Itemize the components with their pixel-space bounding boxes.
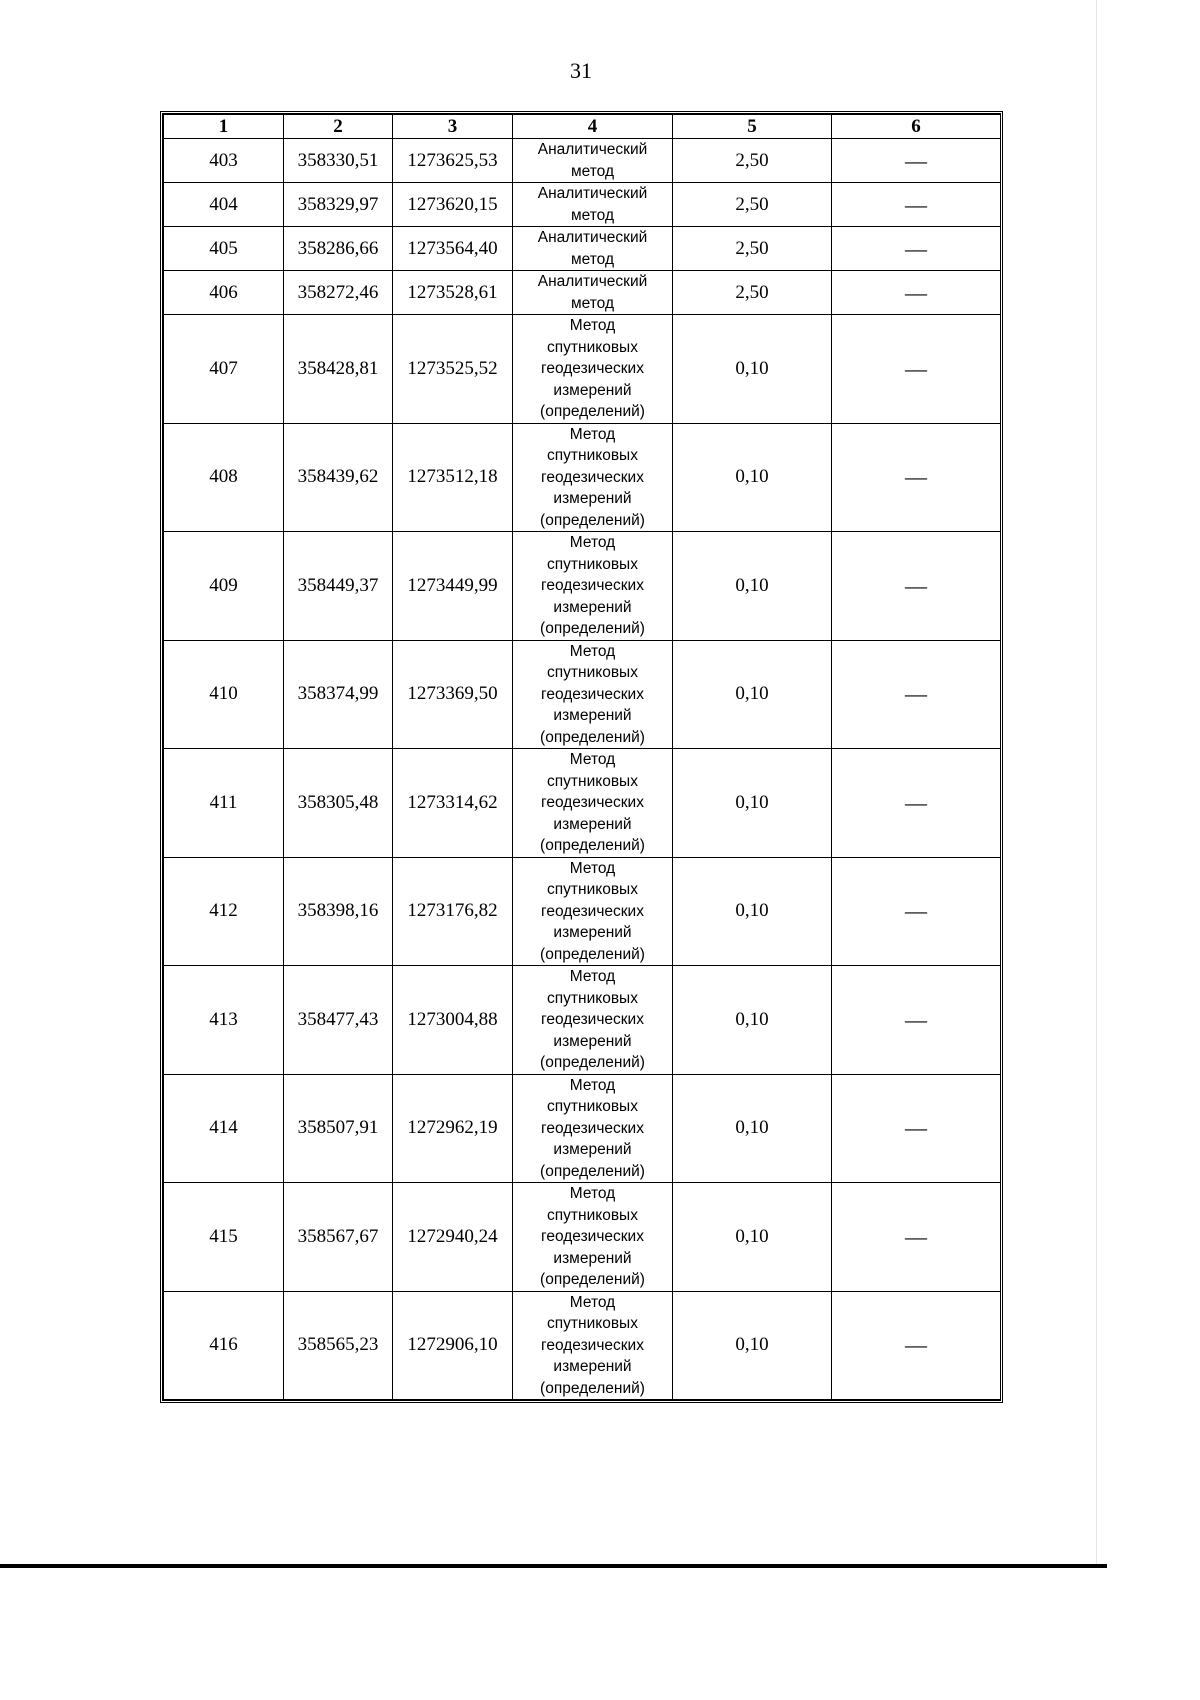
table-body — [164, 139, 1001, 1400]
note-cell: — — [832, 749, 1001, 858]
column-header: 2 — [284, 115, 393, 139]
note-cell: — — [832, 227, 1001, 271]
method-line: (определений) — [540, 945, 645, 963]
note-cell: — — [832, 857, 1001, 966]
table-row — [164, 857, 1001, 966]
method-line: (определений) — [540, 403, 645, 420]
method-line: измерений — [553, 381, 632, 399]
note-cell: — — [832, 640, 1001, 749]
table-row — [164, 227, 1001, 271]
y-coordinate-cell: 1272940,24 — [393, 1183, 513, 1292]
method-line: Метод — [569, 425, 616, 443]
method-line: спутниковых — [547, 772, 638, 790]
method-line: метод — [570, 294, 614, 312]
x-coordinate-cell: 358305,48 — [284, 749, 393, 858]
accuracy-cell: 0,10 — [673, 1183, 832, 1292]
y-coordinate-cell: 1273314,62 — [393, 749, 513, 858]
method-cell — [513, 423, 673, 532]
method-line: измерений — [553, 815, 632, 833]
method-line: измерений — [553, 1032, 632, 1050]
method-line: геодезических — [541, 1011, 644, 1028]
method-cell — [513, 966, 673, 1075]
point-number-cell: 407 — [164, 315, 284, 424]
accuracy-cell: 0,10 — [673, 532, 832, 641]
point-number-cell: 406 — [164, 271, 284, 315]
method-line: геодезических — [541, 1336, 644, 1354]
method-cell — [513, 640, 673, 749]
method-line: геодезических — [541, 577, 644, 594]
table-row — [164, 1074, 1001, 1183]
method-cell — [513, 183, 673, 227]
point-number-cell: 413 — [164, 966, 284, 1075]
y-coordinate-cell: 1272962,19 — [393, 1074, 513, 1183]
accuracy-cell: 2,50 — [673, 183, 832, 227]
method-line: геодезических — [541, 794, 644, 811]
accuracy-cell: 0,10 — [673, 315, 832, 424]
method-line: геодезических — [541, 468, 644, 486]
point-number-cell: 403 — [164, 139, 284, 183]
method-cell — [513, 139, 673, 183]
method-line: спутниковых — [547, 338, 638, 356]
table-row — [164, 423, 1001, 532]
method-line: Метод — [569, 751, 616, 768]
method-line: Аналитический — [537, 229, 648, 246]
method-line: Метод — [569, 642, 616, 660]
method-line: измерений — [553, 707, 632, 724]
note-cell: — — [832, 966, 1001, 1075]
point-number-cell: 414 — [164, 1074, 284, 1183]
method-line: Метод — [569, 1076, 616, 1094]
note-cell: — — [832, 1183, 1001, 1292]
y-coordinate-cell: 1272906,10 — [393, 1291, 513, 1400]
method-cell — [513, 749, 673, 858]
method-line: Метод — [569, 1185, 616, 1202]
method-line: спутниковых — [547, 989, 638, 1007]
table-row — [164, 1183, 1001, 1292]
method-line: Метод — [569, 317, 616, 334]
accuracy-cell: 2,50 — [673, 139, 832, 183]
y-coordinate-cell: 1273625,53 — [393, 139, 513, 183]
table-row — [164, 966, 1001, 1075]
point-number-cell: 415 — [164, 1183, 284, 1292]
x-coordinate-cell: 358286,66 — [284, 227, 393, 271]
note-cell: — — [832, 423, 1001, 532]
column-header: 3 — [393, 115, 513, 139]
x-coordinate-cell: 358449,37 — [284, 532, 393, 641]
y-coordinate-cell: 1273176,82 — [393, 857, 513, 966]
method-line: (определений) — [540, 1162, 645, 1180]
method-cell — [513, 1183, 673, 1292]
method-line: спутниковых — [547, 1315, 638, 1332]
table-header-row — [164, 115, 1001, 139]
method-line: Метод — [569, 534, 616, 551]
method-line: спутниковых — [547, 555, 638, 573]
y-coordinate-cell: 1273528,61 — [393, 271, 513, 315]
method-line: спутниковых — [547, 881, 638, 898]
y-coordinate-cell: 1273564,40 — [393, 227, 513, 271]
note-cell: — — [832, 532, 1001, 641]
table-row — [164, 749, 1001, 858]
table-row — [164, 1291, 1001, 1400]
method-line: (определений) — [540, 511, 645, 529]
point-number-cell: 404 — [164, 183, 284, 227]
method-cell — [513, 857, 673, 966]
y-coordinate-cell: 1273620,15 — [393, 183, 513, 227]
x-coordinate-cell: 358329,97 — [284, 183, 393, 227]
method-line: (определений) — [540, 1379, 645, 1397]
accuracy-cell: 0,10 — [673, 857, 832, 966]
method-line: Метод — [569, 859, 616, 877]
x-coordinate-cell: 358565,23 — [284, 1291, 393, 1400]
scan-edge-right — [1096, 0, 1107, 1568]
method-line: геодезических — [541, 1119, 644, 1137]
accuracy-cell: 0,10 — [673, 966, 832, 1075]
column-header: 5 — [673, 115, 832, 139]
method-line: Аналитический — [537, 185, 648, 202]
note-cell: — — [832, 183, 1001, 227]
x-coordinate-cell: 358567,67 — [284, 1183, 393, 1292]
method-line: (определений) — [540, 620, 645, 637]
method-line: метод — [570, 250, 614, 268]
method-line: Аналитический — [537, 141, 648, 158]
method-line: метод — [570, 162, 614, 180]
table-row — [164, 640, 1001, 749]
note-cell: — — [832, 1291, 1001, 1400]
note-cell: — — [832, 139, 1001, 183]
coordinates-table — [160, 111, 1003, 1403]
x-coordinate-cell: 358374,99 — [284, 640, 393, 749]
method-cell — [513, 227, 673, 271]
y-coordinate-cell: 1273525,52 — [393, 315, 513, 424]
accuracy-cell: 0,10 — [673, 640, 832, 749]
x-coordinate-cell: 358330,51 — [284, 139, 393, 183]
x-coordinate-cell: 358428,81 — [284, 315, 393, 424]
method-cell — [513, 1291, 673, 1400]
point-number-cell: 412 — [164, 857, 284, 966]
point-number-cell: 405 — [164, 227, 284, 271]
x-coordinate-cell: 358272,46 — [284, 271, 393, 315]
accuracy-cell: 0,10 — [673, 1074, 832, 1183]
note-cell: — — [832, 271, 1001, 315]
y-coordinate-cell: 1273369,50 — [393, 640, 513, 749]
method-line: измерений — [553, 490, 632, 507]
method-line: геодезических — [541, 902, 644, 920]
method-line: спутниковых — [547, 1098, 638, 1115]
method-line: (определений) — [540, 1271, 645, 1288]
point-number-cell: 416 — [164, 1291, 284, 1400]
table-row — [164, 532, 1001, 641]
method-line: (определений) — [540, 1054, 645, 1071]
x-coordinate-cell: 358398,16 — [284, 857, 393, 966]
method-line: измерений — [553, 1358, 632, 1375]
x-coordinate-cell: 358477,43 — [284, 966, 393, 1075]
method-line: измерений — [553, 1249, 632, 1267]
table-row — [164, 183, 1001, 227]
x-coordinate-cell: 358507,91 — [284, 1074, 393, 1183]
accuracy-cell: 0,10 — [673, 1291, 832, 1400]
method-line: геодезических — [541, 1228, 644, 1245]
point-number-cell: 411 — [164, 749, 284, 858]
method-line: измерений — [553, 598, 632, 616]
method-line: геодезических — [541, 685, 644, 703]
point-number-cell: 409 — [164, 532, 284, 641]
column-header: 4 — [513, 115, 673, 139]
method-line: Метод — [569, 968, 616, 985]
method-line: Метод — [569, 1293, 616, 1311]
method-cell — [513, 532, 673, 641]
page-number: 31 — [570, 58, 592, 83]
y-coordinate-cell: 1273449,99 — [393, 532, 513, 641]
method-line: Аналитический — [537, 273, 648, 290]
accuracy-cell: 0,10 — [673, 423, 832, 532]
method-line: измерений — [553, 1141, 632, 1158]
method-line: геодезических — [541, 360, 644, 377]
scan-edge-bottom — [0, 1564, 1107, 1568]
y-coordinate-cell: 1273004,88 — [393, 966, 513, 1075]
accuracy-cell: 0,10 — [673, 749, 832, 858]
method-cell — [513, 1074, 673, 1183]
accuracy-cell: 2,50 — [673, 227, 832, 271]
method-line: спутниковых — [547, 447, 638, 464]
x-coordinate-cell: 358439,62 — [284, 423, 393, 532]
column-header: 1 — [164, 115, 284, 139]
method-line: спутниковых — [547, 664, 638, 681]
method-line: спутниковых — [547, 1206, 638, 1224]
table-row — [164, 139, 1001, 183]
table-row — [164, 315, 1001, 424]
method-cell — [513, 315, 673, 424]
note-cell: — — [832, 315, 1001, 424]
point-number-cell: 410 — [164, 640, 284, 749]
method-line: метод — [570, 206, 614, 224]
method-line: (определений) — [540, 837, 645, 854]
accuracy-cell: 2,50 — [673, 271, 832, 315]
method-cell — [513, 271, 673, 315]
y-coordinate-cell: 1273512,18 — [393, 423, 513, 532]
column-header: 6 — [832, 115, 1001, 139]
method-line: измерений — [553, 924, 632, 941]
note-cell: — — [832, 1074, 1001, 1183]
method-line: (определений) — [540, 728, 645, 746]
table-row — [164, 271, 1001, 315]
point-number-cell: 408 — [164, 423, 284, 532]
